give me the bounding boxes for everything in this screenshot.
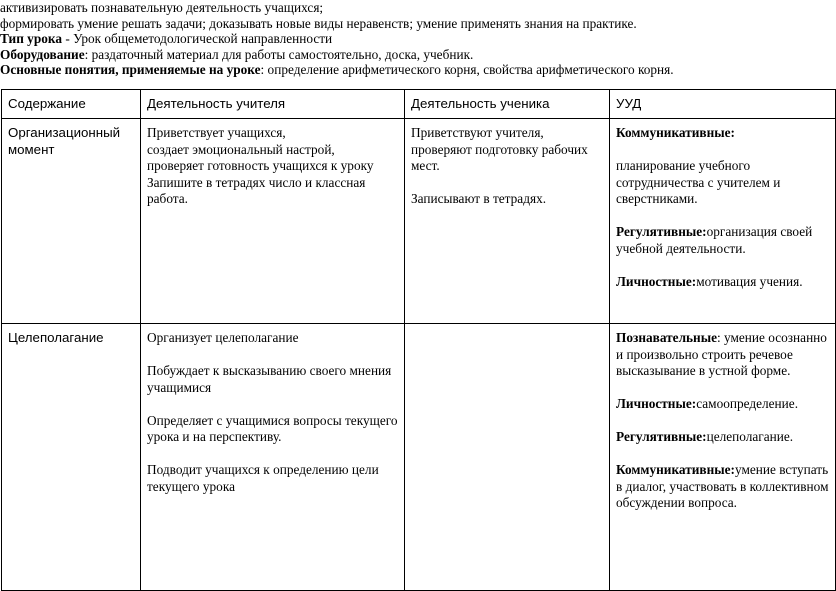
equipment-value: : раздаточный материал для работы самостоятельно, доска, учебник. [84,46,474,62]
teacher-line: проверяет готовность учащихся к уроку [147,158,374,173]
student-cell [405,324,610,591]
student-line: Приветствуют учителя, проверяют подготовку рабочих мест. [411,125,588,173]
concepts-line [0,62,816,78]
header-content: Содержание [2,90,141,119]
uud-cell [610,119,836,324]
uud-title: Познавательные [616,330,717,345]
uud-title: Регулятивные: [616,429,707,444]
teacher-line: Подводит учащихся к определению цели текущего урока [147,462,379,494]
uud-cell [610,324,836,591]
teacher-cell [141,324,405,591]
uud-title: Коммуникативные: [616,462,735,477]
header-student: Деятельность ученика [405,90,610,119]
stage-cell: Целеполагание [2,324,141,591]
uud-title: Регулятивные: [616,224,707,239]
teacher-line: Запишите в тетрадях число и классная работа. [147,174,366,206]
stage-cell: Организационный момент [2,119,141,324]
lesson-type-label: Тип урока [0,31,62,47]
uud-text: самоопределение. [696,396,799,411]
table-header-row [2,90,836,119]
lesson-type-line [0,31,816,47]
table-row [2,119,836,324]
uud-text: организация своей учебной деятельности. [616,224,813,256]
teacher-cell [141,119,405,324]
uud-text: умение вступать в диалог, участвовать в коллективном обсуждении вопроса. [616,462,829,510]
intro-line-1: активизировать познавательную деятельность учащихся; [0,0,324,15]
intro-line-2: формировать умение решать задачи; доказывать новые виды неравенств; умение применять знания на практике. [0,15,637,31]
concepts-value: : определение арифметического корня, свойства арифметического корня. [260,62,674,78]
teacher-line: Определяет с учащимися вопросы текущего урока и на перспективу. [147,412,398,444]
teacher-line: Побуждает к высказыванию своего мнения учащимися [147,363,392,395]
uud-title: Коммуникативные: [616,125,735,140]
uud-title: Личностные: [616,396,697,411]
uud-title: Личностные: [616,273,697,289]
lesson-intro [0,0,816,78]
student-cell [405,119,610,324]
student-line: Записывают в тетрадях. [411,191,547,206]
equipment-label: Оборудование [0,46,85,62]
lesson-type-value: - Урок общеметодологической направленности [62,31,333,47]
teacher-line: Приветствует учащихся, [147,125,286,140]
concepts-label: Основные понятия, применяемые на уроке [0,62,261,78]
equipment-line [0,47,816,63]
teacher-line: Организует целеполагание [147,330,299,345]
lesson-plan-table [1,89,836,591]
header-uud: УУД [610,90,836,119]
uud-text: планирование учебного сотрудничества с учителем и сверстниками. [616,158,781,206]
uud-text: мотивация учения. [696,273,803,289]
uud-text: целеполагание. [706,429,794,444]
uud-text: : умение осознанно и произвольно строить речевое высказывание в устной форме. [616,330,827,378]
teacher-line: создает эмоциональный настрой, [147,141,335,157]
header-teacher: Деятельность учителя [141,90,405,119]
table-row [2,324,836,591]
